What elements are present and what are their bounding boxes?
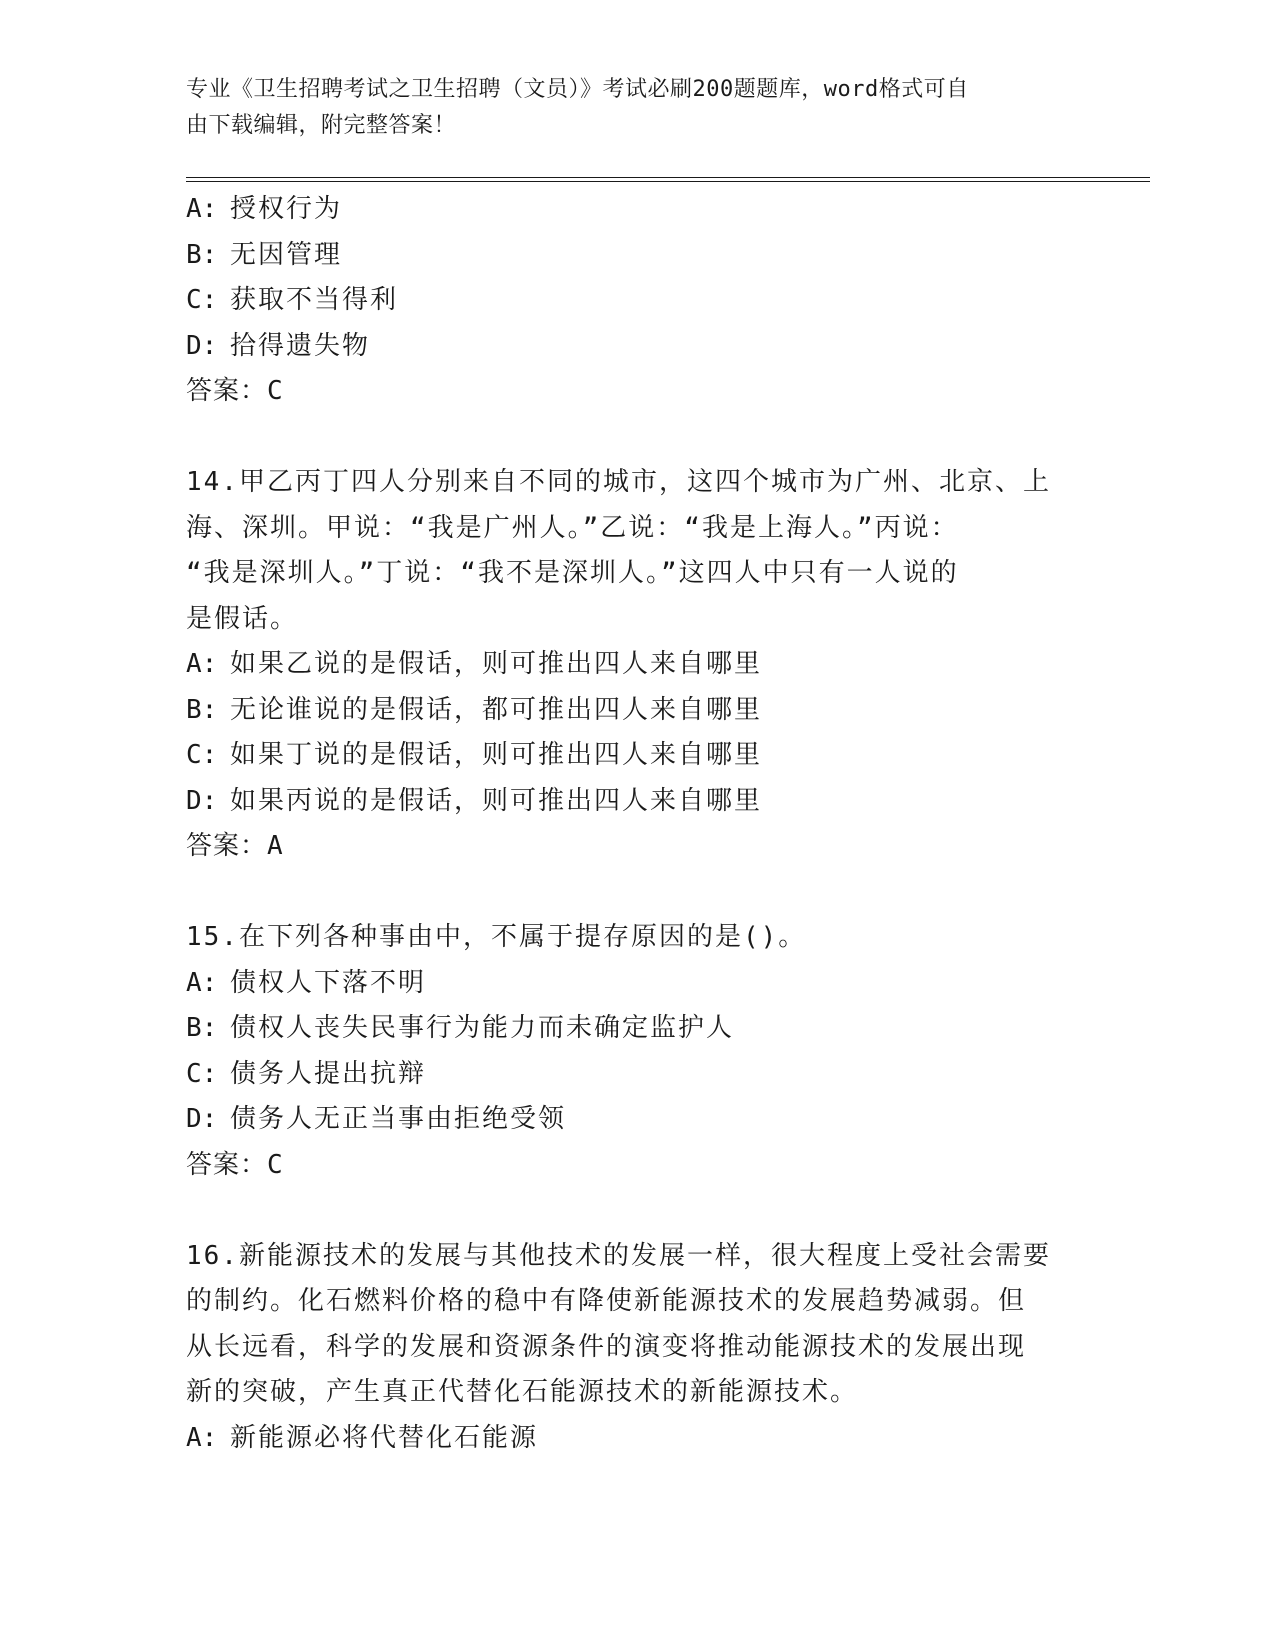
- spacer: [186, 870, 1086, 916]
- answer-line: 答案：C: [186, 1149, 284, 1180]
- header-divider-bottom: [186, 181, 1150, 182]
- option-letter: C:: [186, 285, 218, 315]
- option-b: [186, 688, 1086, 734]
- spacer: [186, 415, 1086, 461]
- option-b: [186, 233, 1086, 279]
- option-letter: D:: [186, 1104, 218, 1134]
- option-text: 新能源必将代替化石能源: [230, 1422, 539, 1453]
- question-14: [186, 460, 1086, 870]
- option-text: 债权人下落不明: [230, 967, 427, 998]
- option-text: 债务人提出抗辩: [230, 1058, 427, 1089]
- question-text-line: 新的突破，产生真正代替化石能源技术的新能源技术。: [186, 1377, 859, 1407]
- question-text: [186, 460, 1066, 642]
- question-text-line: 16.新能源技术的发展与其他技术的发展一样，很大程度上受社会需要: [186, 1240, 1051, 1271]
- question-text: [186, 1234, 1066, 1416]
- option-letter: C:: [186, 740, 218, 770]
- option-letter: B:: [186, 1013, 218, 1043]
- option-c: [186, 733, 1086, 779]
- option-letter: B:: [186, 694, 218, 725]
- question-text-line: 海、深圳。甲说：“我是广州人。”乙说：“我是上海人。”丙说：: [186, 512, 959, 543]
- question-text-line: 是假话。: [186, 603, 299, 634]
- option-c: [186, 278, 1086, 324]
- option-c: [186, 1052, 1086, 1098]
- answer-line: 答案：C: [186, 376, 284, 406]
- option-text: 授权行为: [230, 194, 343, 224]
- header-line-2: 由下载编辑，附完整答案！: [186, 113, 457, 138]
- option-text: 债权人丧失民事行为能力而未确定监护人: [230, 1013, 735, 1043]
- question-text-line: “我是深圳人。”丁说：“我不是深圳人。”这四人中只有一人说的: [186, 558, 959, 588]
- question-text-line: 从长远看，科学的发展和资源条件的演变将推动能源技术的发展出现: [186, 1331, 1027, 1362]
- option-letter: D:: [186, 330, 218, 361]
- option-d: [186, 324, 1086, 370]
- question-13: [186, 187, 1086, 415]
- option-text: 获取不当得利: [230, 285, 399, 315]
- question-text-line: 的制约。化石燃料价格的稳中有降使新能源技术的发展趋势减弱。但: [186, 1286, 1027, 1316]
- document-header: [186, 72, 1066, 144]
- option-text: 债务人无正当事由拒绝受领: [230, 1104, 567, 1134]
- header-divider-top: [186, 177, 1150, 178]
- option-a: [186, 961, 1086, 1007]
- option-a: [186, 642, 1086, 688]
- header-line-1: 专业《卫生招聘考试之卫生招聘（文员）》考试必刷200题题库，word格式可自: [186, 77, 969, 102]
- option-text: 如果丁说的是假话，则可推出四人来自哪里: [230, 740, 763, 770]
- option-text: 如果丙说的是假话，则可推出四人来自哪里: [230, 785, 763, 816]
- question-text: [186, 915, 1066, 961]
- question-15: [186, 915, 1086, 1188]
- option-letter: C:: [186, 1058, 218, 1089]
- question-text-line: 15.在下列各种事由中，不属于提存原因的是()。: [186, 922, 807, 952]
- answer-line: 答案：A: [186, 831, 284, 861]
- option-d: [186, 779, 1086, 825]
- option-letter: A:: [186, 194, 218, 224]
- option-letter: D:: [186, 785, 218, 816]
- question-16: [186, 1234, 1086, 1462]
- option-text: 拾得遗失物: [230, 330, 371, 361]
- option-text: 无论谁说的是假话，都可推出四人来自哪里: [230, 694, 763, 725]
- option-text: 如果乙说的是假话，则可推出四人来自哪里: [230, 649, 763, 679]
- option-letter: A:: [186, 1422, 218, 1453]
- option-text: 无因管理: [230, 239, 343, 270]
- option-a: [186, 187, 1086, 233]
- option-d: [186, 1097, 1086, 1143]
- option-letter: A:: [186, 649, 218, 679]
- spacer: [186, 1188, 1086, 1234]
- option-letter: A:: [186, 967, 218, 998]
- option-b: [186, 1006, 1086, 1052]
- question-text-line: 14.甲乙丙丁四人分别来自不同的城市，这四个城市为广州、北京、上: [186, 467, 1051, 497]
- option-a: [186, 1416, 1086, 1462]
- question-list: [186, 187, 1086, 1461]
- option-letter: B:: [186, 239, 218, 270]
